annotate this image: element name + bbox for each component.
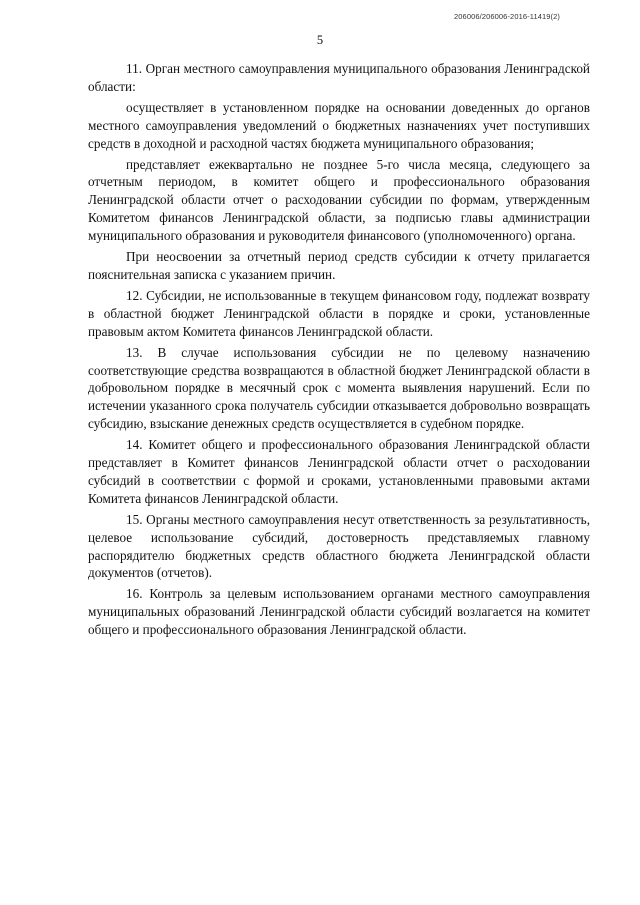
paragraph-15: 15. Органы местного самоуправления несут ответственность за результативность, целевое использование субсидий, достоверность представляемых главному распорядителю бюджетных средств областного бюджета Ленинградской области документов (отчетов). [88, 511, 590, 581]
paragraph-13: 13. В случае использования субсидии не по целевому назначению соответствующие средства возвращаются в областной бюджет Ленинградской области в добровольном порядке в месячный срок с момента выявления нарушений. Если по истечении указанного срока получатель субсидии отказывается добровольно возвращать субсидию, взыскание денежных средств осуществляется в судебном порядке. [88, 344, 590, 432]
paragraph-11-reporting: представляет ежеквартально не позднее 5-го числа месяца, следующего за отчетным периодом, в комитет общего и профессионального образования Ленинградской области отчет о расходовании субсидии по формам, утвержденным Комитетом финансов Ленинградской области, за подписью главы администрации муниципального образования и руководителя финансового (уполномоченного) органа. [88, 156, 590, 244]
paragraph-11-accounting: осуществляет в установленном порядке на основании доведенных до органов местного самоуправления уведомлений о бюджетных назначениях учет поступивших средств в доходной и расходной частях бюджета муниципального образования; [88, 99, 590, 151]
document-body [88, 60, 590, 639]
page-number: 5 [316, 33, 324, 47]
paragraph-14: 14. Комитет общего и профессионального образования Ленинградской области представляет в Комитет финансов Ленинградской области отчет о расходовании субсидий в соответствии с формой и сроками, установленными правовыми актами Комитета финансов Ленинградской области. [88, 437, 590, 506]
paragraph-11: 11. Орган местного самоуправления муниципального образования Ленинградской области: [88, 61, 590, 94]
paragraph-11-explanatory-note: При неосвоении за отчетный период средств субсидии к отчету прилагается пояснительная записка с указанием причин. [88, 249, 590, 282]
paragraph-16: 16. Контроль за целевым использованием органами местного самоуправления муниципальных образований Ленинградской области субсидий возлагается на комитет общего и профессионального образования Ленинградской области. [88, 586, 590, 638]
paragraph-12: 12. Субсидии, не использованные в текущем финансовом году, подлежат возврату в областной бюджет Ленинградской области в порядке и сроки, установленные правовым актом Комитета финансов Ленинградской области. [88, 287, 590, 339]
document-registration-code: 206006/206006-2016-11419(2) [454, 12, 560, 21]
